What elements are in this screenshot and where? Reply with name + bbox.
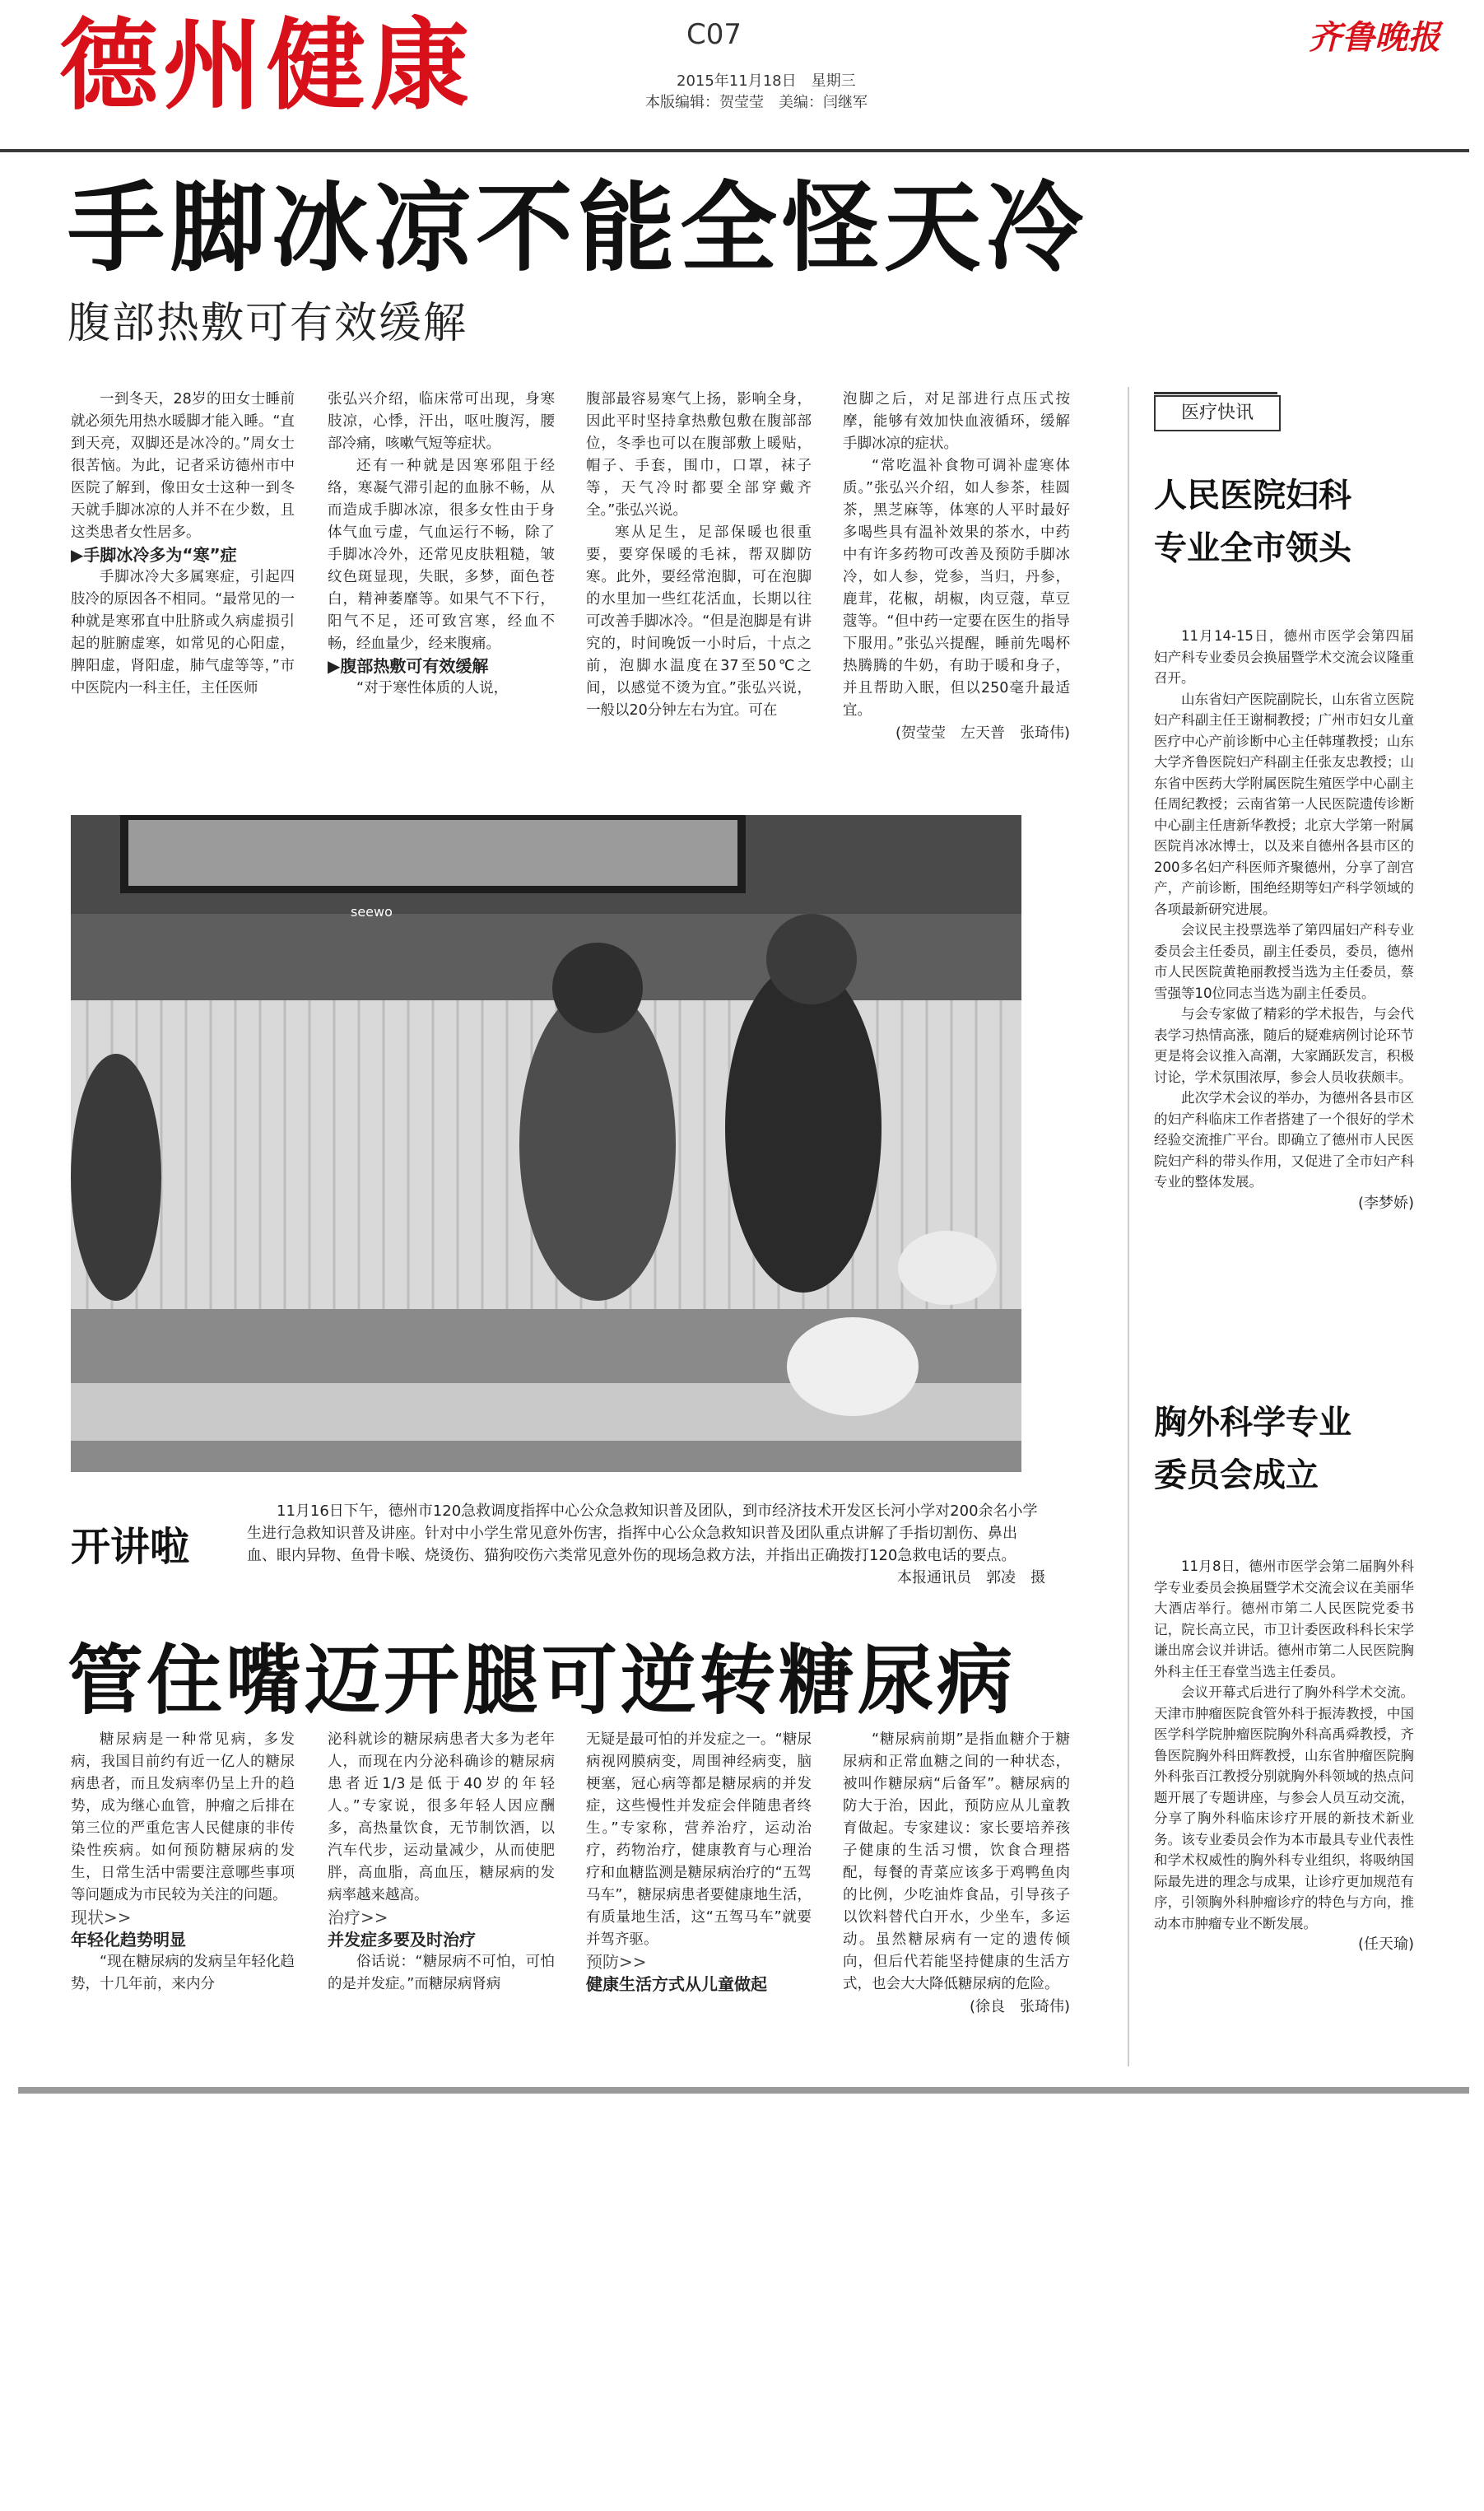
article2-col3 xyxy=(586,1729,812,1996)
news2-title-line1: 胸外科学专业 xyxy=(1154,1404,1351,1442)
article2-subtitle-3: 健康生活方式从儿童做起 xyxy=(586,1974,767,1994)
paragraph: 张弘兴介绍，临床常可出现，身寒肢凉，心悸，汗出，呕吐腹泻，腰部冷痛，咳嗽气短等症状。 xyxy=(328,391,555,452)
article2-subtitle-2: 并发症多要及时治疗 xyxy=(328,1930,476,1950)
sidebar-news1-body xyxy=(1154,626,1414,1214)
paragraph: 会议开幕式后进行了胸外科学术交流。天津市肿瘤医院食管外科于振涛教授，中国医学科学院肿瘤医院胸外科高禹舜教授，齐鲁医院胸外科田辉教授，山东省肿瘤医院胸外科张百江教授分别就胸外科领域的热点问题开展了专题讲座，与参会人员互动交流，分享了胸外科临床诊疗开展的新技术新业务。该专业委员会作为本市最具专业代表性和学术权威性的胸外科专业组织，将吸纳国际最先进的理念与成果，让诊疗更加规范有序，引领胸外科肿瘤诊疗的特色与方向，推动本市肿瘤专业不断发展。 xyxy=(1154,1684,1414,1931)
paragraph: 寒从足生，足部保暖也很重要，要穿保暖的毛袜，帮双脚防寒。此外，要经常泡脚，可在泡脚的水里加一些红花活血，长期以往可改善手脚冰冷。“但是泡脚是有讲究的，时间晚饭一小时后，十点之前，泡脚水温度在37至50℃之间，以感觉不烫为宜。”张弘兴说，一般以20分钟左右为宜。可在 xyxy=(586,524,812,719)
page-code: C07 xyxy=(686,18,742,51)
article2-col2 xyxy=(328,1729,555,1996)
date-line: 2015年11月18日 星期三 xyxy=(677,72,856,90)
paragraph: 11月14-15日，德州市医学会第四届妇产科专业委员会换届暨学术交流会议隆重召开。 xyxy=(1154,628,1414,686)
article1-headline: 手脚冰凉不能全怪天冷 xyxy=(67,171,1089,285)
bottom-rule xyxy=(18,2087,1469,2094)
photo-caption-text: 11月16日下午，德州市120急救调度指挥中心公众急救知识普及团队，到市经济技术开发区长河小学对200余名小学生进行急救知识普及讲座。针对中小学生常见意外伤害，指挥中心公众急救知识普及团队重点讲解了手指切割伤、鼻出血、眼内异物、鱼骨卡喉、烧烫伤、猫狗咬伤六类常见意外伤的现场急救方法，并指出正确拨打120急救电话的要点。 xyxy=(247,1502,1038,1564)
paragraph: 此次学术会议的举办，为德州各县市区的妇产科临床工作者搭建了一个很好的学术经验交流推广平台。即确立了德州市人民医院妇产科的带头作用，又促进了全市妇产科专业的整体发展。 xyxy=(1154,1090,1414,1190)
brand-logo: 齐鲁晚报 xyxy=(1309,18,1440,57)
screen-brand: seewo xyxy=(351,904,393,920)
article2-col4 xyxy=(843,1729,1070,2018)
top-rule xyxy=(0,149,1469,152)
article1-byline: (贺莹莹 左天普 张琦伟) xyxy=(895,724,1070,742)
section-label-treatment: 治疗>> xyxy=(328,1908,388,1927)
article2-subtitle-1: 年轻化趋势明显 xyxy=(71,1930,186,1950)
sidebar-tag: 医疗快讯 xyxy=(1154,395,1281,431)
paragraph: 一到冬天，28岁的田女士睡前就必须先用热水暖脚才能入睡。“直到天亮，双脚还是冰冷的。”周女士很苦恼。为此，记者采访德州市中医院了解到，像田女士这种一到冬天就手脚冰凉的人并不在少数，且这类患者女性居多。 xyxy=(71,391,295,541)
paragraph: 糖尿病是一种常见病，多发病，我国目前约有近一亿人的糖尿病患者，而且发病率仍呈上升的趋势，成为继心血管，肿瘤之后排在第三位的严重危害人民健康的非传染性疾病。如何预防糖尿病的发生，日常生活中需要注意哪些事项等问题成为市民较为关注的问题。 xyxy=(71,1731,295,1903)
paragraph: 泡脚之后，对足部进行点压式按摩，能够有效加快血液循环，缓解手脚冰凉的症状。 xyxy=(843,391,1070,452)
section-label-prevention: 预防>> xyxy=(586,1952,647,1972)
article2-headline: 管住嘴迈开腿可逆转糖尿病 xyxy=(67,1637,1016,1725)
paragraph: 会议民主投票选举了第四届妇产科专业委员会主任委员，副主任委员，委员，德州市人民医院黄艳丽教授当选为主任委员，蔡雪强等10位同志当选为副主任委员。 xyxy=(1154,922,1414,1001)
paragraph: 俗话说：“糖尿病不可怕，可怕的是并发症。”而糖尿病肾病 xyxy=(328,1954,555,1992)
article1-col1 xyxy=(71,389,295,700)
article2-byline: (徐良 张琦伟) xyxy=(969,1998,1070,2015)
news2-title-line2: 委员会成立 xyxy=(1154,1456,1319,1494)
paragraph: “常吃温补食物可调补虚寒体质。”张弘兴介绍，如人参茶，桂圆茶，黑芝麻等，体寒的人平时最好多喝些具有温补效果的茶水，中药中有许多药物可改善及预防手脚冰冷，如人参，党参，当归，丹参，鹿茸，花椒，胡椒，肉豆蔻，草豆蔻等。“但中药一定要在医生的指导下服用。”张弘兴提醒，睡前先喝杯热腾腾的牛奶，有助于暖和身子，并且帮助入眠，但以250毫升最适宜。 xyxy=(843,458,1070,719)
article1-subtitle-1: ▶手脚冰冷多为“寒”症 xyxy=(71,545,237,565)
paragraph: 11月8日，德州市医学会第二届胸外科学专业委员会换届暨学术交流会议在美丽华大酒店举行。德州市第二人民医院党委书记，院长高立民，市卫计委医政科科长宋学谦出席会议并讲话。德州市第二人民医院胸外科主任王春堂当选主任委员。 xyxy=(1154,1558,1414,1679)
photo-caption xyxy=(247,1500,1045,1589)
paragraph: “对于寒性体质的人说， xyxy=(356,680,509,696)
news1-byline: (李梦娇) xyxy=(1357,1194,1414,1212)
paragraph: 还有一种就是因寒邪阻于经络，寒凝气滞引起的血脉不畅，从而造成手脚冰凉，很多女性由于身体气血亏虚，气血运行不畅，除了手脚冰冷外，还常见皮肤粗糙，皱纹色斑显现，失眠，多梦，面色苍白，精神萎靡等。如果气不下行，阳气不足，还可致宫寒，经血不畅，经血量少，经来腹痛。 xyxy=(328,458,555,652)
news-photo xyxy=(71,815,1021,1472)
article2-col1 xyxy=(71,1729,295,1996)
news1-title-line2: 专业全市领头 xyxy=(1154,529,1351,567)
news1-title-line1: 人民医院妇科 xyxy=(1154,477,1351,515)
article1-col4 xyxy=(843,389,1070,744)
paragraph: 与会专家做了精彩的学术报告，与会代表学习热情高涨，随后的疑难病例讨论环节更是将会议推入高潮，大家踊跃发言，积极讨论，学术氛围浓厚，参会人员收获颇丰。 xyxy=(1154,1006,1414,1085)
sidebar-divider xyxy=(1128,387,1129,2066)
photo-credit: 本报通讯员 郭凌 摄 xyxy=(897,1569,1045,1586)
paragraph: 山东省妇产医院副院长，山东省立医院妇产科副主任王谢桐教授；广州市妇女儿童医疗中心产前诊断中心主任韩瑾教授；山东大学齐鲁医院妇产科副主任张友忠教授；山东省中医药大学附属医院生殖医学中心副主任周纪教授；云南省第一人民医院遗传诊断中心副主任唐新华教授；北京大学第一附属医院肖冰冰博士，以及来自德州各县市区的200多名妇产科医师齐聚德州，分享了剖宫产，产前诊断，围绝经期等妇产科学领域的各项最新研究进展。 xyxy=(1154,691,1414,917)
sidebar-news2-body xyxy=(1154,1556,1414,1955)
paragraph: 腹部最容易寒气上扬，影响全身，因此平时坚持拿热敷包敷在腹部部位，冬季也可以在腹部敷上暖贴，帽子、手套，围巾，口罩，袜子等，天气冷时都要全部穿戴齐全。”张弘兴说。 xyxy=(586,391,812,519)
sidebar-news2-title xyxy=(1154,1396,1401,1502)
paragraph: “现在糖尿病的发病呈年轻化趋势，十几年前，来内分 xyxy=(71,1954,295,1992)
paragraph: 泌科就诊的糖尿病患者大多为老年人，而现在内分泌科确诊的糖尿病患者近1/3是低于40岁的年轻人。”专家说，很多年轻人因应酬多，高热量饮食，无节制饮酒，以汽车代步，运动量减少，从而使肥胖，高血脂，高血压，糖尿病的发病率越来越高。 xyxy=(328,1731,555,1903)
article1-subtitle-2: ▶腹部热敷可有效缓解 xyxy=(328,656,489,676)
editor-line: 本版编辑：贺莹莹 美编：闫继军 xyxy=(645,94,868,111)
news2-byline: (任天瑜) xyxy=(1357,1936,1414,1953)
article1-col3 xyxy=(586,389,812,722)
paragraph: 手脚冰冷大多属寒症，引起四肢冷的原因各不相同。“最常见的一种就是寒邪直中肚脐或久病虚损引起的脏腑虚寒，如常见的心阳虚，脾阳虚，肾阳虚，肺气虚等等，”市中医院内一科主任，主任医师 xyxy=(71,569,295,696)
photo-illustration xyxy=(71,815,1021,1472)
masthead-title: 德州健康 xyxy=(59,9,474,123)
paragraph: 无疑是最可怕的并发症之一。“糖尿病视网膜病变，周围神经病变，脑梗塞，冠心病等都是糖尿病的并发症，这些慢性并发症会伴随患者终生。”专家称，营养治疗，运动治疗，药物治疗，健康教育与心理治疗和血糖监测是糖尿病治疗的“五驾马车”，糖尿病患者要健康地生活，有质量地生活，这“五驾马车”就要并驾齐驱。 xyxy=(586,1731,812,1948)
article1-subhead: 腹部热敷可有效缓解 xyxy=(67,299,468,348)
section-label-status: 现状>> xyxy=(71,1908,132,1927)
photo-caption-head: 开讲啦 xyxy=(71,1524,190,1570)
article1-col2 xyxy=(328,389,555,700)
paragraph: “糖尿病前期”是指血糖介于糖尿病和正常血糖之间的一种状态，被叫作糖尿病“后备军”。糖尿病的防大于治，因此，预防应从儿童教育做起。专家建议：家长要培养孩子健康的生活习惯，饮食合理搭配，每餐的青菜应该多于鸡鸭鱼肉的比例，少吃油炸食品，引导孩子以饮料替代白开水，少坐车，多运动。虽然糖尿病有一定的遗传倾向，但后代若能坚持健康的生活方式，也会大大降低糖尿病的危险。 xyxy=(843,1731,1070,1992)
sidebar-news1-title xyxy=(1154,469,1401,575)
